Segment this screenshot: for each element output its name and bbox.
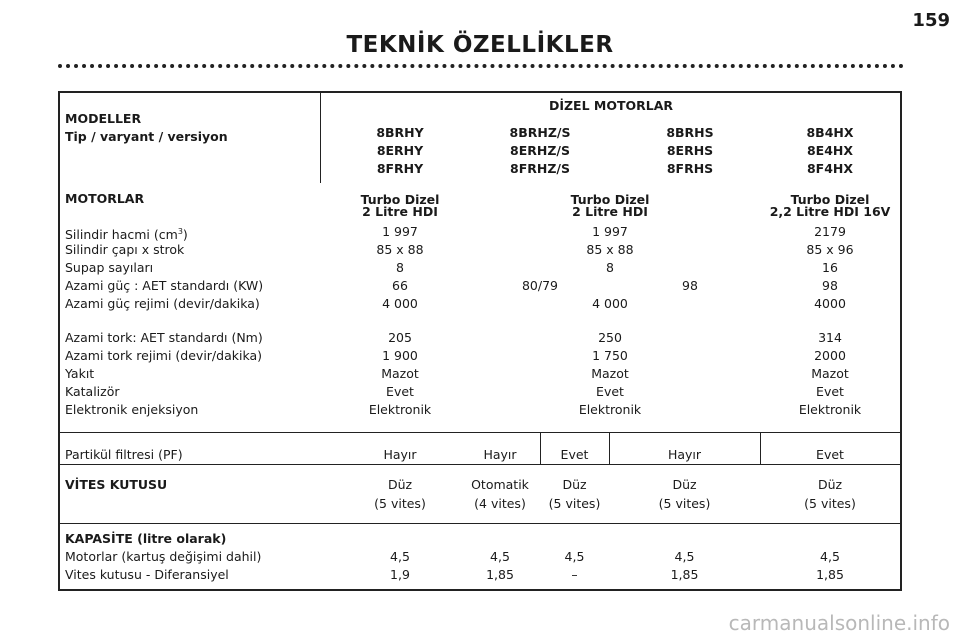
gearbox-speeds: (5 vites) xyxy=(374,496,426,511)
spec-value: 4 000 xyxy=(592,296,628,311)
spec-label: Azami tork: AET standardı (Nm) xyxy=(65,330,263,345)
spec-value: 85 x 88 xyxy=(586,242,634,257)
particle-filter-label: Partikül filtresi (PF) xyxy=(65,447,183,462)
spec-value: 8 xyxy=(606,260,614,275)
spec-label: Azami tork rejimi (devir/dakika) xyxy=(65,348,263,363)
superscript: 3 xyxy=(177,227,183,236)
gearbox-speeds: (4 vites) xyxy=(474,496,526,511)
spec-value: 98 xyxy=(822,278,838,293)
spec-label: Azami güç : AET standardı (KW) xyxy=(65,278,264,293)
dotted-divider xyxy=(58,64,904,68)
gearbox-type: Düz xyxy=(562,477,587,492)
capacity-value: 1,85 xyxy=(486,567,514,582)
variant-code: 8BRHZ/S xyxy=(509,125,571,140)
spec-value: 66 xyxy=(392,278,408,293)
variant-code: 8BRHS xyxy=(666,125,714,140)
engine-type: 2 Litre HDI xyxy=(572,204,648,219)
capacity-value: 4,5 xyxy=(564,549,585,564)
spec-label: Supap sayıları xyxy=(65,260,154,275)
capacity-label: KAPASİTE (litre olarak) xyxy=(65,531,227,546)
engines-label: MOTORLAR xyxy=(65,191,145,206)
gearbox-type: Düz xyxy=(387,477,413,492)
engine-type: Turbo Dizel xyxy=(570,192,650,207)
page-number: 159 xyxy=(912,10,950,31)
variant-code: 8ERHY xyxy=(376,143,424,158)
spec-value: 85 x 96 xyxy=(806,242,854,257)
spec-value: 205 xyxy=(388,330,412,345)
spec-value: 8 xyxy=(396,260,404,275)
spec-value: Mazot xyxy=(811,366,849,381)
spec-value: 98 xyxy=(682,278,698,293)
spec-value: Evet xyxy=(816,384,844,399)
spec-label: Katalizör xyxy=(65,384,120,399)
spec-value: Mazot xyxy=(591,366,629,381)
variant-code: 8FRHS xyxy=(666,161,714,176)
watermark: carmanualsonline.info xyxy=(728,611,950,635)
capacity-row-label: Vites kutusu - Diferansiyel xyxy=(65,567,229,582)
engine-type: 2,2 Litre HDI 16V xyxy=(769,204,891,219)
capacity-value: 4,5 xyxy=(390,549,410,564)
variant-code: 8E4HX xyxy=(806,143,854,158)
variant-code: 8F4HX xyxy=(806,161,854,176)
spec-value: Evet xyxy=(596,384,624,399)
variant-code: 8BRHY xyxy=(376,125,424,140)
spec-value: Mazot xyxy=(381,366,419,381)
spec-label: Elektronik enjeksiyon xyxy=(65,402,199,417)
variant-code: 8ERHS xyxy=(666,143,714,158)
spec-label-displacement: Silindir hacmi $(cm^3)$ xyxy=(65,227,188,243)
spec-value: 85 x 88 xyxy=(376,242,424,257)
spec-value: 1 997 xyxy=(592,224,628,239)
capacity-value: 1,85 xyxy=(816,567,844,582)
gearbox-speeds: (5 vites) xyxy=(804,496,856,511)
row-divider xyxy=(60,523,900,524)
gearbox-type: Otomatik xyxy=(471,477,529,492)
capacity-value: 4,5 xyxy=(820,549,840,564)
engine-type: Turbo Dizel xyxy=(790,192,870,207)
engine-type: Turbo Dizel xyxy=(360,192,440,207)
spec-value: Evet xyxy=(386,384,414,399)
particle-filter-value: Hayır xyxy=(483,447,517,462)
particle-filter-value: Evet xyxy=(560,447,589,462)
capacity-value: 4,5 xyxy=(674,549,695,564)
spec-value: 4 000 xyxy=(382,296,418,311)
gearbox-speeds: (5 vites) xyxy=(658,496,711,511)
gearbox-speeds: (5 vites) xyxy=(548,496,601,511)
spec-value: 1 997 xyxy=(382,224,418,239)
diesel-engines-heading: DİZEL MOTORLAR xyxy=(548,98,674,113)
spec-value: 2179 xyxy=(814,224,846,239)
capacity-row-label: Motorlar (kartuş değişimi dahil) xyxy=(65,549,262,564)
spec-label: Azami güç rejimi (devir/dakika) xyxy=(65,296,260,311)
spec-label: Yakıt xyxy=(65,366,95,381)
spec-value: 2000 xyxy=(814,348,846,363)
capacity-value: 4,5 xyxy=(490,549,510,564)
variant-code: 8FRHY xyxy=(376,161,424,176)
gearbox-label: VİTES KUTUSU xyxy=(65,477,168,492)
particle-filter-value: Hayır xyxy=(667,447,702,462)
spec-value: 16 xyxy=(822,260,838,275)
spec-value: 80/79 xyxy=(521,278,559,293)
engine-type: 2 Litre HDI xyxy=(362,204,438,219)
spec-value: Elektronik xyxy=(368,402,432,417)
spec-value: Elektronik xyxy=(578,402,642,417)
gearbox-type: Düz xyxy=(817,477,843,492)
models-label: MODELLER xyxy=(65,111,142,126)
spec-value: 250 xyxy=(598,330,622,345)
spec-value: 1 750 xyxy=(592,348,628,363)
spec-value: Elektronik xyxy=(798,402,862,417)
row-divider xyxy=(60,464,900,465)
spec-value: 1 900 xyxy=(382,348,418,363)
gearbox-type: Düz xyxy=(672,477,697,492)
particle-filter-value: Hayır xyxy=(383,447,417,462)
specifications-table xyxy=(58,91,902,591)
page-title: TEKNİK ÖZELLİKLER xyxy=(346,32,614,58)
particle-filter-value: Evet xyxy=(816,447,844,462)
capacity-value: – xyxy=(571,567,578,582)
spec-value: 4000 xyxy=(814,296,846,311)
type-variant-label: Tip / varyant / versiyon xyxy=(65,129,228,144)
variant-code: 8ERHZ/S xyxy=(510,143,570,158)
capacity-value: 1,85 xyxy=(670,567,699,582)
spec-value: 314 xyxy=(818,330,842,345)
variant-code: 8FRHZ/S xyxy=(510,161,570,176)
row-divider xyxy=(60,432,900,433)
capacity-value: 1,9 xyxy=(390,567,410,582)
spec-label: Silindir çapı x strok xyxy=(65,242,185,257)
variant-code: 8B4HX xyxy=(806,125,854,140)
